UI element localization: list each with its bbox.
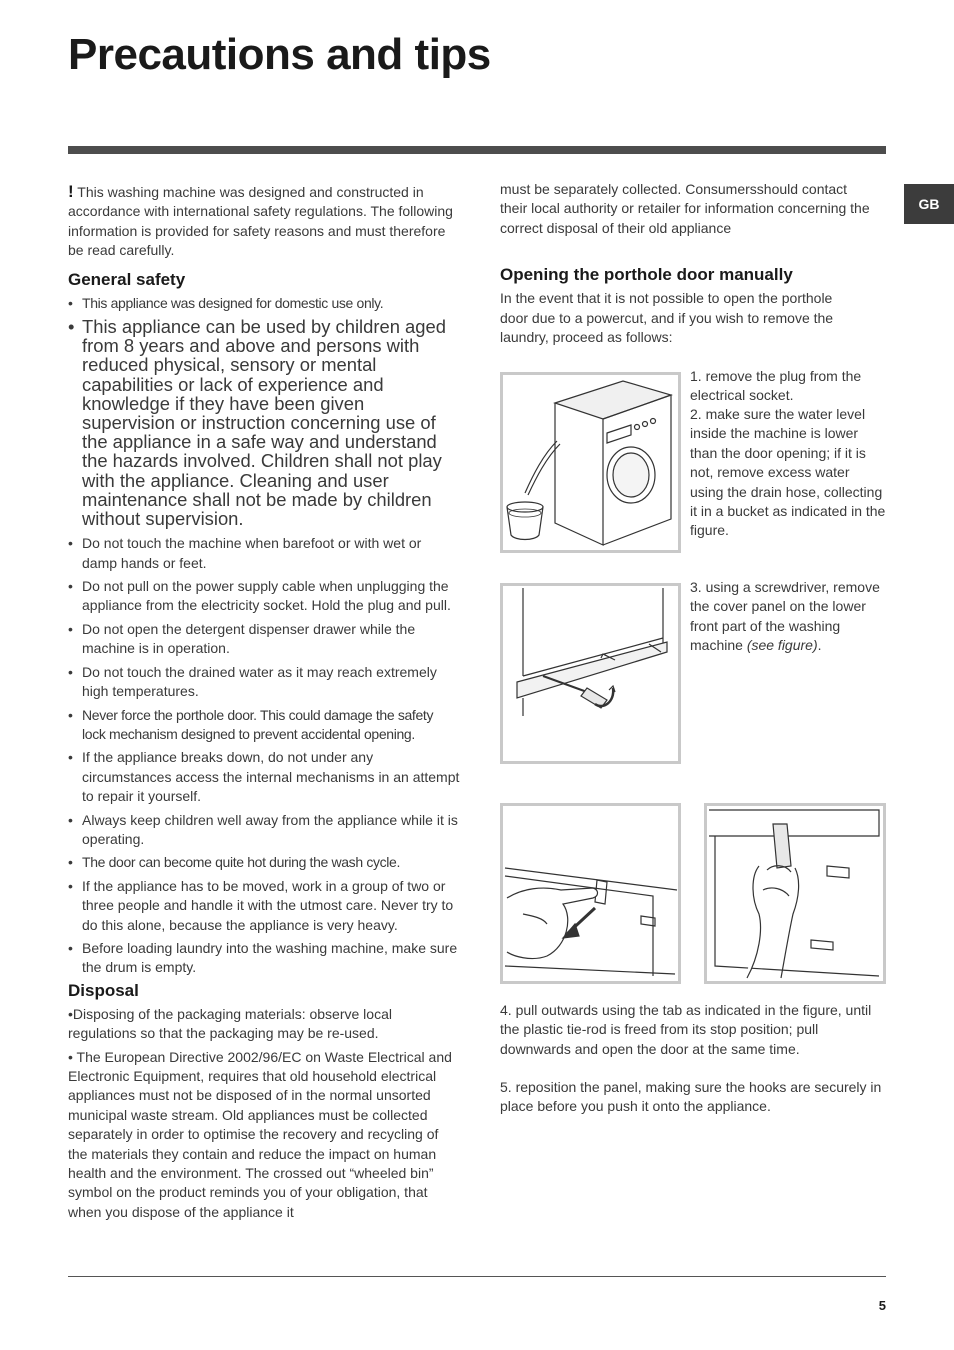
- step-3-text: 3. using a screwdriver, remove the cover panel on the lower front part of the washing machine (see figure).: [690, 579, 880, 654]
- bottom-divider: [68, 1276, 886, 1277]
- list-item: • Never force the porthole door. This could damage the safety lock mechanism designed to prevent accidental opening.: [68, 706, 460, 745]
- list-item: • Do not touch the machine when barefoot or with wet or damp hands or feet.: [68, 534, 460, 573]
- step-5-text: 5. reposition the panel, making sure the hooks are securely in place before you push it onto the appliance.: [500, 1079, 882, 1115]
- intro-text: This washing machine was designed and constructed in accordance with international safety regulations. The following information is provided for safety reasons and must therefore be read carefully.: [68, 184, 453, 259]
- porthole-intro: In the event that it is not possible to open the porthole door due to a powercut, and if you wish to remove the laundry, proceed as follows:: [500, 290, 834, 346]
- figure-drain-hose: [500, 372, 681, 553]
- disposal-paragraph-1: •Disposing of the packaging materials: observe local regulations so that the packaging may be re-used.: [68, 1005, 392, 1042]
- step-1-text: 1. remove the plug from the electrical socket.: [690, 368, 862, 404]
- top-divider: [68, 146, 886, 154]
- step-3-main: 3. using a screwdriver, remove the cover panel on the lower front part of the washing machine: [690, 579, 880, 654]
- list-item: • If the appliance has to be moved, work in a group of two or three people and handle it with the utmost care. Never try to do this alone, because the appliance is very heavy.: [68, 877, 460, 935]
- general-safety-heading: General safety: [68, 269, 186, 289]
- disposal-paragraph-2: • The European Directive 2002/96/EC on Waste Electrical and Electronic Equipment, requires that old household electrical appliances must not be disposed of in the normal unsorted municipal waste stream. Old appliances must be collected separately in order to optimise the recovery and recycling of the materials they contain and reduce the impact on human health and the environment. The crossed out “wheeled bin” symbol on the product reminds you of your obligation, that when you dispose of the appliance it: [68, 1048, 452, 1220]
- warning-mark: !: [68, 182, 74, 201]
- list-item: • This appliance can be used by children aged from 8 years and above and persons with reduced physical, sensory or mental capabilities or lack of experience and knowledge if they have been given supervision or instruction concerning use of the appliance in a safe way and understand the hazards involved. Children shall not play with the appliance. Cleaning and user maintenance shall not be made by children without supervision.: [68, 317, 460, 528]
- list-item: • Do not open the detergent dispenser drawer while the machine is in operation.: [68, 620, 460, 659]
- disposal-heading: Disposal: [68, 980, 139, 1000]
- step-4-text: 4. pull outwards using the tab as indicated in the figure, until the plastic tie-rod is freed from its stop position; pull downwards and open the door at the same time.: [500, 1002, 872, 1057]
- right-column: [500, 180, 888, 347]
- hand-pull-down-illustration: [707, 806, 883, 981]
- intro-paragraph: [68, 182, 460, 261]
- list-item: • The door can become quite hot during the wash cycle.: [68, 853, 460, 872]
- hand-pull-tab-illustration: [503, 806, 678, 981]
- page-title: Precautions and tips: [68, 30, 491, 79]
- step-3-figure-ref: (see figure): [746, 637, 818, 654]
- left-column: [68, 182, 460, 1226]
- list-item: • This appliance was designed for domestic use only.: [68, 294, 460, 313]
- disposal-continued: must be separately collected. Consumersshould contact their local authority or retailer for information concerning the correct disposal of their old appliance: [500, 181, 870, 236]
- figure-pull-down: [704, 803, 886, 984]
- general-safety-list: [68, 294, 460, 978]
- list-item: • Always keep children well away from the appliance while it is operating.: [68, 811, 460, 850]
- step-2-text: 2. make sure the water level inside the machine is lower than the door opening; if it is not, remove excess water using the drain hose, collecting it in a bucket as indicated in the figure.: [690, 406, 886, 539]
- list-item: • Before loading laundry into the washing machine, make sure the drum is empty.: [68, 939, 460, 978]
- list-item: • Do not pull on the power supply cable when unplugging the appliance from the electricity socket. Hold the plug and pull.: [68, 577, 460, 616]
- porthole-heading: Opening the porthole door manually: [500, 265, 793, 285]
- screwdriver-panel-illustration: [503, 586, 678, 761]
- figure-screwdriver-panel: [500, 583, 681, 764]
- washing-machine-bucket-illustration: [503, 375, 678, 550]
- figure-pull-tab: [500, 803, 681, 984]
- page-number: 5: [878, 1298, 886, 1313]
- language-tab: GB: [904, 184, 954, 224]
- list-item: • If the appliance breaks down, do not under any circumstances access the internal mechanisms in an attempt to repair it yourself.: [68, 748, 460, 806]
- list-item: • Do not touch the drained water as it may reach extremely high temperatures.: [68, 663, 460, 702]
